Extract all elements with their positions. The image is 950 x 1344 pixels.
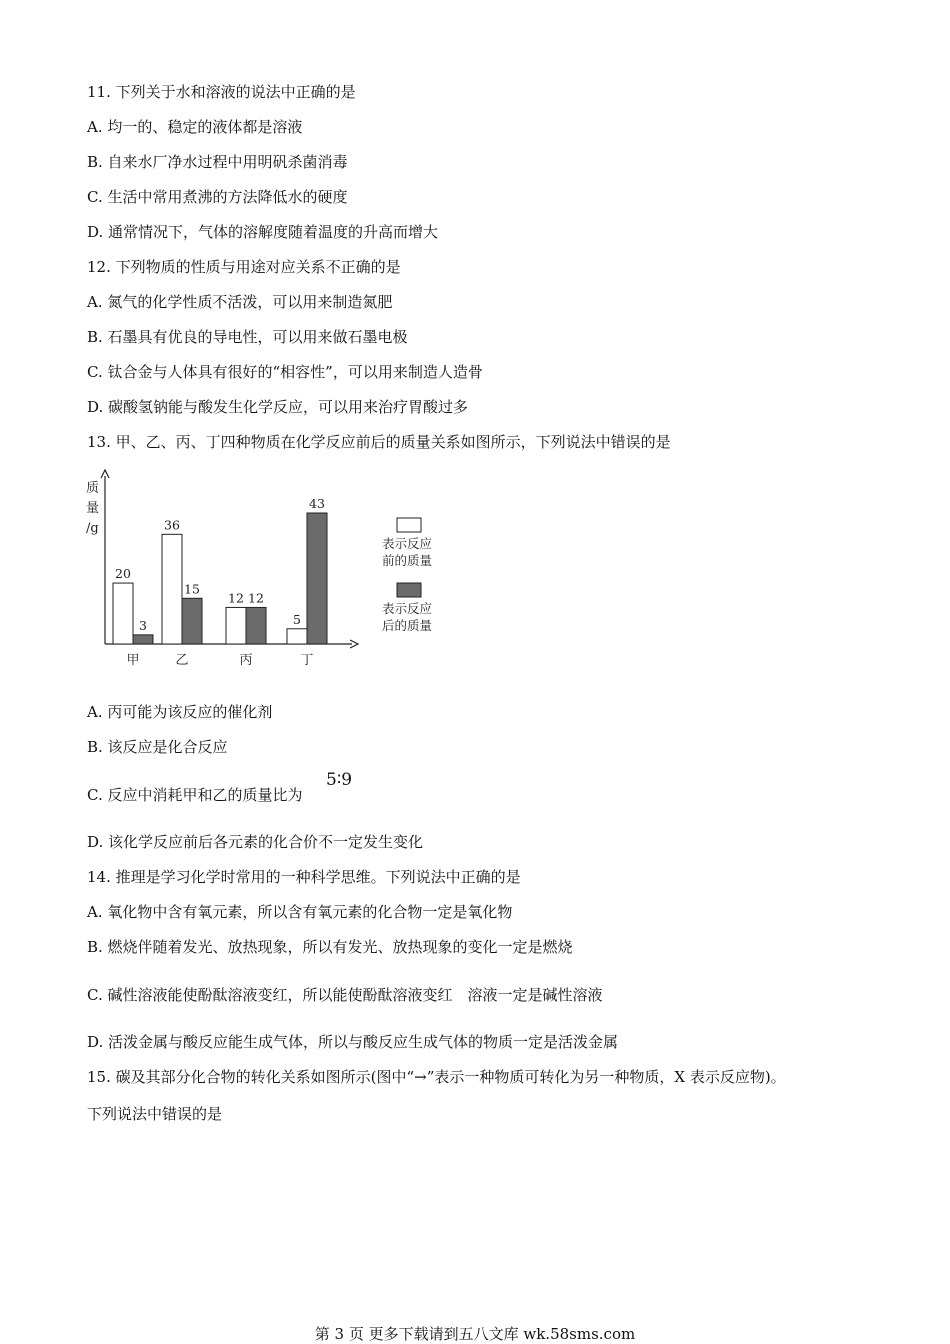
q11-stem: 11. 下列关于水和溶液的说法中正确的是	[87, 83, 356, 101]
page-footer: 第 3 页 更多下载请到五八文库 wk.58sms.com	[314, 1325, 636, 1343]
q11-option-c: C. 生活中常用煮沸的方法降低水的硬度	[87, 188, 348, 206]
bar-丁-before	[287, 629, 307, 644]
y-axis-label-1: 量	[86, 501, 100, 516]
legend-label-0-1: 前的质量	[382, 553, 433, 568]
x-tick-丙: 丙	[239, 653, 253, 668]
legend-label-1-0: 表示反应	[382, 601, 433, 616]
q14-option-a: A. 氧化物中含有氧元素，所以含有氧元素的化合物一定是氧化物	[87, 903, 513, 921]
y-axis-label-2: /g	[86, 521, 99, 536]
q11-option-b: B. 自来水厂净水过程中用明矾杀菌消毒	[87, 153, 348, 171]
bar-label-乙-after: 15	[184, 581, 200, 597]
bar-label-丁-after: 43	[309, 496, 325, 511]
q15-stem-continued: 下列说法中错误的是	[87, 1105, 223, 1123]
bar-甲-after	[133, 635, 153, 644]
q14-option-d: D. 活泼金属与酸反应能生成气体，所以与酸反应生成气体的物质一定是活泼金属	[87, 1033, 619, 1051]
q14-option-b: B. 燃烧伴随着发光、放热现象，所以有发光、放热现象的变化一定是燃烧	[87, 938, 573, 956]
q13-ratio: 5∶9	[326, 770, 353, 790]
bar-label-甲-before: 20	[115, 566, 131, 582]
bar-label-丙-before: 12	[228, 590, 244, 606]
x-tick-丁: 丁	[300, 653, 314, 668]
q13-option-c: C. 反应中消耗甲和乙的质量比为	[87, 786, 303, 804]
q13-stem: 13. 甲、乙、丙、丁四种物质在化学反应前后的质量关系如图所示，下列说法中错误的是	[87, 433, 671, 451]
q13-option-d: D. 该化学反应前后各元素的化合价不一定发生变化	[87, 833, 424, 851]
y-axis-label-0: 质	[86, 481, 100, 496]
q12-option-d: D. 碳酸氢钠能与酸发生化学反应，可以用来治疗胃酸过多	[87, 398, 469, 416]
q14-stem: 14. 推理是学习化学时常用的一种科学思维。下列说法中正确的是	[87, 868, 521, 886]
q11-option-a: A. 均一的、稳定的液体都是溶液	[87, 118, 303, 136]
bar-甲-before	[113, 583, 133, 644]
q15-stem: 15. 碳及其部分化合物的转化关系如图所示(图中“→”表示一种物质可转化为另一种物质，X 表示反应物)。	[87, 1068, 786, 1086]
q13-option-b: B. 该反应是化合反应	[87, 738, 228, 756]
bar-丙-after	[246, 607, 266, 644]
bar-丁-after	[307, 513, 327, 644]
q12-option-c: C. 钛合金与人体具有很好的“相容性”，可以用来制造人造骨	[87, 363, 483, 381]
q11-option-d: D. 通常情况下，气体的溶解度随着温度的升高而增大	[87, 223, 439, 241]
bar-label-甲-after: 3	[139, 617, 147, 633]
q12-stem: 12. 下列物质的性质与用途对应关系不正确的是	[87, 258, 401, 276]
legend-label-0-0: 表示反应	[382, 536, 433, 551]
x-tick-乙: 乙	[175, 653, 189, 668]
q12-option-a: A. 氮气的化学性质不活泼，可以用来制造氮肥	[87, 293, 393, 311]
mass-bar-chart	[80, 462, 460, 672]
bar-乙-before	[162, 534, 182, 644]
q13-option-a: A. 丙可能为该反应的催化剂	[87, 703, 273, 721]
bar-label-丙-after: 12	[248, 590, 264, 606]
q14-option-c: C. 碱性溶液能使酚酞溶液变红，所以能使酚酞溶液变红 溶液一定是碱性溶液	[87, 986, 603, 1004]
bar-label-丁-before: 5	[293, 611, 301, 627]
legend-label-1-1: 后的质量	[382, 618, 433, 633]
chart-canvas	[80, 462, 460, 672]
legend-swatch-1	[397, 583, 421, 597]
legend-swatch-0	[397, 518, 421, 532]
bar-丙-before	[226, 607, 246, 644]
bar-乙-after	[182, 598, 202, 644]
q12-option-b: B. 石墨具有优良的导电性，可以用来做石墨电极	[87, 328, 408, 346]
x-tick-甲: 甲	[126, 653, 140, 668]
bar-label-乙-before: 36	[164, 517, 180, 533]
